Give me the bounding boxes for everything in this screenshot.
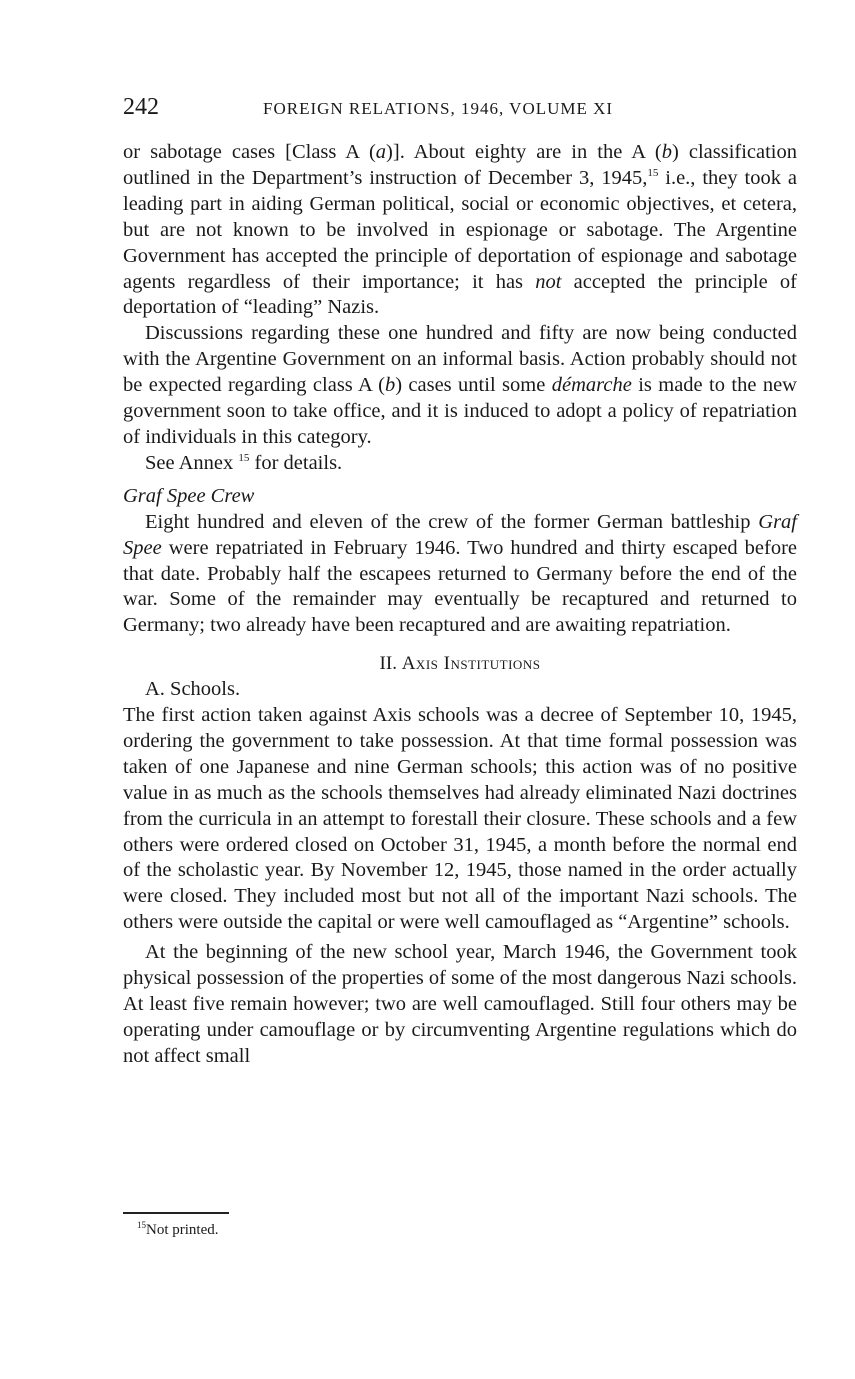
text-run: Eight hundred and eleven of the crew of the former German battleship — [145, 510, 759, 533]
text-run: ) classification outlined in the Department’s instruction of December 3, 1945, — [123, 141, 798, 189]
running-head: FOREIGN RELATIONS, 1946, VOLUME XI — [263, 99, 614, 118]
text-run: Discussions regarding these one hundred and fifty are now being conducted with the Argentine Government on an informal basis. Action probably should not be expected regarding class A ( — [123, 322, 797, 397]
italic-run: b — [661, 141, 672, 163]
section-heading-axis-institutions — [123, 651, 797, 677]
text-run: is made to the new government soon to take office, and it is induced to adopt a policy of repatriation of individuals in this category. — [123, 374, 797, 448]
italic-run: b — [384, 374, 396, 397]
section-number: II. — [379, 653, 397, 675]
footnote-reference: 15 — [647, 166, 659, 179]
subheading-schools: A. Schools. — [145, 678, 241, 701]
italic-run: a — [375, 141, 387, 163]
italic-run: Graf Spee — [123, 510, 797, 559]
page-number: 242 — [123, 94, 159, 120]
text-run: See Annex — [145, 451, 234, 474]
text-run: ) cases until some — [395, 374, 552, 397]
text-run: accepted the principle of deportation of “leading” Nazis. — [123, 270, 797, 319]
footnote-reference: 15 — [238, 451, 250, 464]
paragraph-sabotage-cases — [123, 140, 797, 321]
page-header — [123, 94, 797, 124]
paragraph-new-school-year: At the beginning of the new school year, March 1946, the Government took physical possession of the properties of some of the most dangerous Nazi schools. At least five remain however; two are well camouflaged. Still four others may be operating under camouflage or by circumventing Argentine regulations which do not affect small — [123, 941, 797, 1067]
italic-run: démarche — [551, 374, 632, 397]
text-run: or sabotage cases [Class A ( — [123, 141, 376, 163]
subheading-graf-spee-crew: Graf Spee Crew — [123, 484, 255, 507]
text-run: for details. — [249, 451, 343, 474]
paragraph-graf-spee — [123, 510, 797, 640]
italic-run: not — [535, 270, 562, 293]
footnote — [137, 1222, 219, 1239]
paragraph-discussions — [123, 321, 797, 451]
text-run: )]. About eighty are in the A ( — [386, 141, 662, 163]
footnote-text: Not printed. — [146, 1222, 219, 1238]
section-title: Axis Institutions — [401, 653, 541, 675]
paragraph-axis-schools: The first action taken against Axis schools was a decree of September 10, 1945, ordering the government to take possession. At that time formal possession was taken of one Japanese and nine German schools; this action was of no positive value in as much as the schools themselves had already eliminated Nazi doctrines from the curricula in an attempt to forestall their closure. These schools and a few others were ordered closed on October 31, 1945, a month before the normal end of the scholastic year. By November 12, 1945, those named in the order actually were closed. They included most but not all of the important Nazi schools. The others were outside the capital or were well camouflaged as “Argentine” schools. — [123, 704, 797, 934]
text-run: i.e., they took a leading part in aiding German political, social or economic objectives, et cetera, but are not known to be involved in espionage or sabotage. The Argentine Government has accepted the principle of deportation of espionage and sabotage agents regardless of their importance; it has — [123, 166, 797, 293]
text-run: were repatriated in February 1946. Two hundred and thirty escaped before that date. Probably half the escapees returned to Germany before the end of the war. Some of the remainder may eventually be recaptured and returned to Germany; two already have been recaptured and are awaiting repatriation. — [123, 536, 797, 637]
body-text — [123, 140, 797, 1070]
footnote-divider — [123, 1212, 229, 1214]
paragraph-see-annex — [123, 451, 797, 477]
footnote-marker: 15 — [137, 1220, 146, 1230]
